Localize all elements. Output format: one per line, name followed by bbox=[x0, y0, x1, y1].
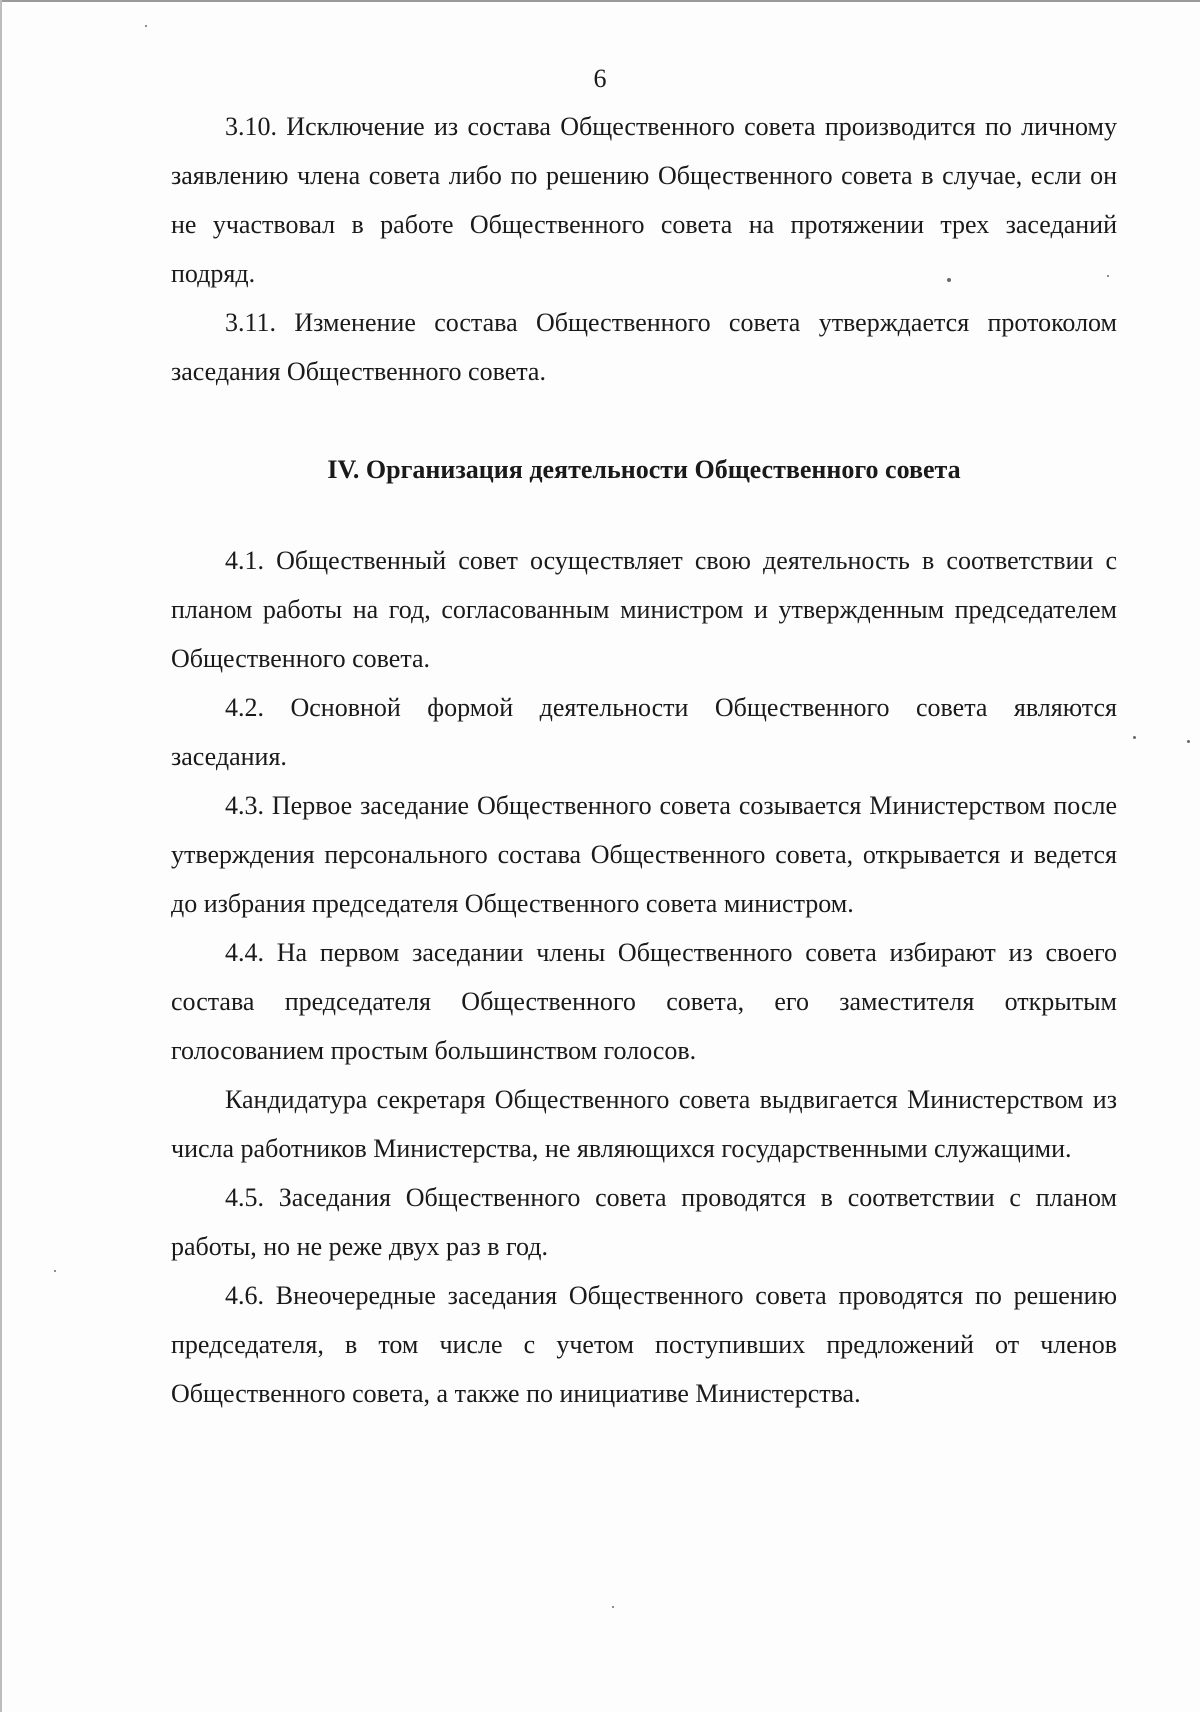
paragraph-4-4: 4.4. На первом заседании члены Общественного совета избирают из своего состава председателя Общественного совета, его заместителя открытым голосованием простым большинством голосов. bbox=[171, 938, 1117, 1065]
scan-speck bbox=[1187, 740, 1190, 743]
scan-speck bbox=[1133, 736, 1136, 739]
page-number: 6 bbox=[593, 64, 607, 93]
paragraph-4-2: 4.2. Основной формой деятельности Общественного совета являются заседания. bbox=[171, 693, 1117, 771]
scan-top-edge bbox=[0, 0, 1200, 2]
paragraph-4-5: 4.5. Заседания Общественного совета проводятся в соответствии с планом работы, но не реже двух раз в год. bbox=[171, 1183, 1117, 1261]
scan-speck bbox=[54, 1270, 56, 1272]
scan-speck bbox=[612, 1606, 614, 1608]
scan-left-edge bbox=[0, 0, 2, 1712]
paragraph-4-4-candidacy: Кандидатура секретаря Общественного совета выдвигается Министерством из числа работников Министерства, не являющихся государственными служащими. bbox=[171, 1085, 1117, 1163]
paragraph-4-6: 4.6. Внеочередные заседания Общественного совета проводятся по решению председателя, в том числе с учетом поступивших предложений от членов Общественного совета, а также по инициативе Министерства. bbox=[171, 1281, 1117, 1408]
scan-speck bbox=[145, 25, 147, 27]
paragraph-3-10: 3.10. Исключение из состава Общественного совета производится по личному заявлению члена совета либо по решению Общественного совета в случае, если он не участвовал в работе Общественного совета на протяжении трех заседаний подряд. bbox=[171, 112, 1117, 288]
section-heading: IV. Организация деятельности Общественного совета bbox=[327, 455, 961, 484]
paragraph-4-3: 4.3. Первое заседание Общественного совета созывается Министерством после утверждения персонального состава Общественного совета, открывается и ведется до избрания председателя Общественного совета министром. bbox=[171, 791, 1117, 918]
scan-speck bbox=[947, 278, 951, 282]
document-body bbox=[171, 102, 1117, 1418]
paragraph-3-11: 3.11. Изменение состава Общественного совета утверждается протоколом заседания Общественного совета. bbox=[171, 308, 1117, 386]
paragraph-4-1: 4.1. Общественный совет осуществляет свою деятельность в соответствии с планом работы на год, согласованным министром и утвержденным председателем Общественного совета. bbox=[171, 546, 1117, 673]
scan-speck bbox=[1107, 275, 1109, 277]
